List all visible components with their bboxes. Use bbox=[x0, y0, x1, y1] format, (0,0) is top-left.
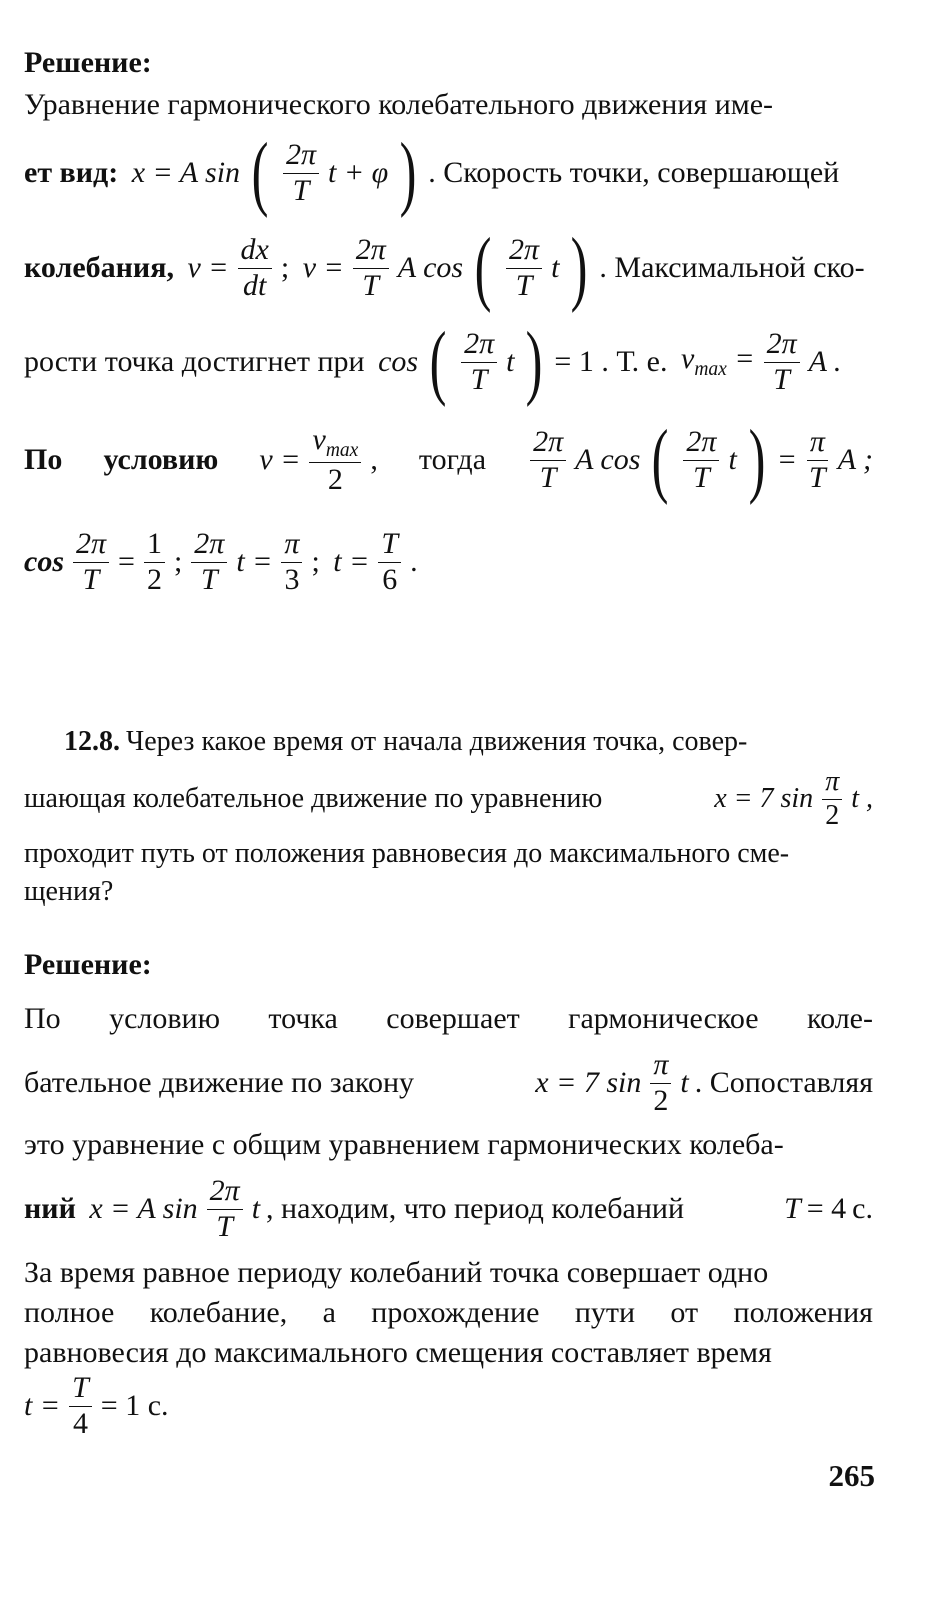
equation-problem: x = 7 sin $\frac{\pi}{2}$ t , bbox=[714, 766, 873, 831]
solution2-line-8: t = $\frac{T}{4}$ = 1 с. bbox=[24, 1371, 169, 1440]
frac-2pi-T: $\frac{2\pi}{T}$ bbox=[283, 138, 319, 208]
frac-dx-dt: $\frac{dx}{dt}$ bbox=[238, 233, 272, 303]
solution2-line-3: это уравнение с общим уравнением гармонических колеба- bbox=[24, 1128, 784, 1161]
problem-line-2: шающая колебательное движение по уравнению x = 7 sin $\frac{\pi}{2}$ t , bbox=[24, 766, 873, 831]
solution1-line-3: колебания, v = $\frac{dx}{dt}$ ; v = $\frac{2\pi}{T}$ A cos ( $\frac{2\pi}{T}$ t ) . Максимальной ско- bbox=[24, 221, 865, 315]
solution2-line-2: бательное движение по закону x = 7 sin $\frac{\pi}{2}$ t . Сопоставляя bbox=[24, 1048, 873, 1117]
solution2-line-4: ний x = A sin $\frac{2\pi}{T}$ t , находим, что период колебаний T = 4 с. bbox=[24, 1174, 873, 1243]
solution2-line-7: равновесия до максимального смещения составляет время bbox=[24, 1336, 772, 1369]
solution1-line-2: ет вид: x = A sin ( $\frac{2\pi}{T}$ t + φ ) . Скорость точки, совершающей bbox=[24, 126, 840, 220]
problem-number: 12.8. bbox=[64, 726, 120, 757]
solution1-line-5: По условию v = $\frac{v_{max}}{2}$ , тогда $\frac{2\pi}{T}$ A cos ( $\frac{2\pi}{T}$ t ) = $\frac{\pi}{T}$ A ; bbox=[24, 413, 873, 507]
solution1-line-6: cos $\frac{2\pi}{T}$ = $\frac{1}{2}$ ; $\frac{2\pi}{T}$ t = $\frac{\pi}{3}$ ; t = $\frac{T}{6}$ . bbox=[24, 527, 418, 596]
solution2-line-6: полное колебание, а прохождение пути от положения bbox=[24, 1296, 873, 1329]
solution-heading-2: Решение: bbox=[24, 948, 152, 981]
solution2-line-1: По условию точка совершает гармоническое коле- bbox=[24, 1002, 873, 1035]
problem-line-4: щения? bbox=[24, 876, 114, 907]
equation-harmonic: x = A sin bbox=[124, 156, 241, 189]
solution-heading-1: Решение: bbox=[24, 46, 152, 79]
solution1-line-1: Уравнение гармонического колебательного движения име- bbox=[24, 88, 774, 121]
solution1-line-4: рости точка достигнет при cos ( $\frac{2\pi}{T}$ t ) = 1 . Т. е. $v_{max}$ = $\frac{2\pi}{T}$ A . bbox=[24, 315, 842, 409]
page-number: 265 bbox=[828, 1458, 875, 1493]
problem-line-3: проходит путь от положения равновесия до максимального сме- bbox=[24, 838, 790, 869]
problem-line-1: 12.8. Через какое время от начала движения точка, совер- bbox=[64, 726, 748, 757]
solution2-line-5: За время равное периоду колебаний точка совершает одно bbox=[24, 1256, 769, 1289]
